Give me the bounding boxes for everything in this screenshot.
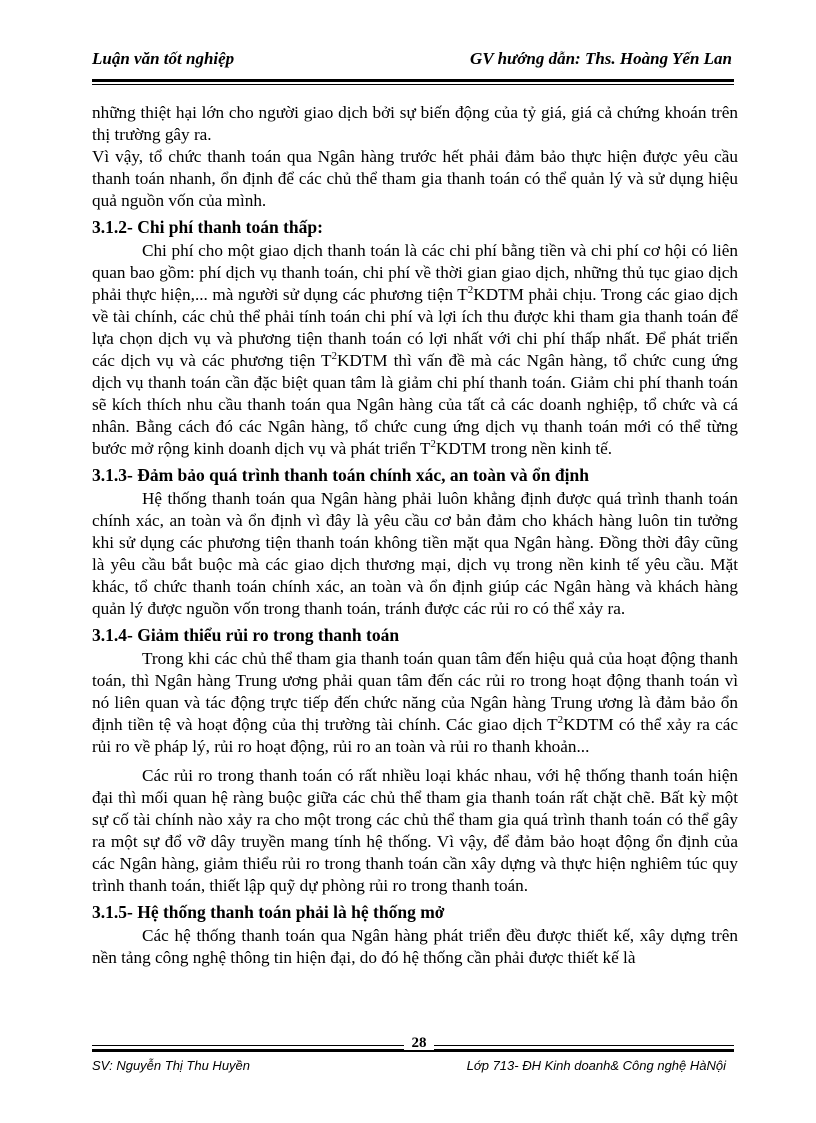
footer-class: Lớp 713- ĐH Kinh doanh& Công nghệ HàNội [466,1058,726,1073]
superscript-2: 2 [557,714,564,726]
page-body [92,102,738,969]
paragraph-3-part-b: KDTM phải chịu. Trong các giao dịch về tài chính, các chủ thể phải tính toán chi phí và lợi ích thu được khi tham gia thanh toán để lựa chọn dịch vụ và phương tiện thanh toán có lợi nhất với chi phí thấp nhất. Để phát triển các dịch vụ và các phương tiện T [92,285,738,370]
header-supervisor: GV hướng dẫn: Ths. Hoàng Yến Lan [470,49,732,68]
paragraph-5-part-a: Trong khi các chủ thể tham gia thanh toán quan tâm đến hiệu quả của hoạt động thanh toán, thì Ngân hàng Trung ương phải quan tâm đến các rủi ro trong hoạt động thanh toán vì nó liên quan và tác động trực tiếp đến chức năng của Ngân hàng Trung ương là đảm bảo ổn định tiền tệ và hoạt động của thị trường tài chính. Các giao dịch T [92,649,738,734]
header-rule-thin [92,84,734,85]
heading-3-1-4: 3.1.4- Giảm thiểu rủi ro trong thanh toán [92,625,400,645]
paragraph-4: Hệ thống thanh toán qua Ngân hàng phải luôn khẳng định được quá trình thanh toán chính xác, an toàn và ổn định vì đây là yêu cầu cơ bản đảm cho khách hàng luôn tin tưởng khi sử dụng các phương tiện thanh toán không tiền mặt qua Ngân hàng. Đồng thời đây cũng là yêu cầu bắt buộc mà các giao dịch thương mại, dịch vụ trong nền kinh tế yêu cầu. Mặt khác, tổ chức thanh toán chính xác, an toàn và ổn định giúp các Ngân hàng và khách hàng quản lý được nguồn vốn trong thanh toán, tránh được các rủi ro có thể xảy ra. [92,489,738,618]
page-footer [92,1058,734,1078]
heading-3-1-2: 3.1.2- Chi phí thanh toán thấp: [92,217,323,237]
header-thesis-title: Luận văn tốt nghiệp [92,49,235,68]
paragraph-5-part-b: KDTM có thể xảy ra các rủi ro về pháp lý, rủi ro hoạt động, rủi ro an toàn và rủi ro thanh khoản... [92,715,738,756]
superscript-2: 2 [331,350,337,362]
paragraph-3-part-c: KDTM thì vấn đề mà các Ngân hàng, tổ chức cung ứng dịch vụ thanh toán cần đặc biệt quan tâm là giảm chi phí thanh toán. Giảm chi phí thanh toán sẽ kích thích nhu cầu thanh toán qua Ngân hàng của tất cả các doanh nghiệp, tổ chức và cá nhân. Bằng cách đó các Ngân hàng, tổ chức cung ứng dịch vụ thanh toán mới có thể từng bước mở rộng kinh doanh dịch vụ và phát triển T [92,351,738,458]
superscript-2: 2 [430,438,436,450]
paragraph-7: Các hệ thống thanh toán qua Ngân hàng phát triển đều được thiết kế, xây dựng trên nền tảng công nghệ thông tin hiện đại, do đó hệ thống cần phải được thiết kế là [92,926,738,967]
footer-student: SV: Nguyễn Thị Thu Huyền [92,1058,251,1073]
paragraph-5 [92,648,738,758]
header-rule-thick [92,79,734,82]
page-number: 28 [404,1036,434,1050]
heading-3-1-3: 3.1.3- Đảm bảo quá trình thanh toán chính xác, an toàn và ổn định [92,465,589,485]
superscript-2: 2 [467,284,474,296]
paragraph-6: Các rủi ro trong thanh toán có rất nhiều loại khác nhau, với hệ thống thanh toán hiện đại thì mối quan hệ ràng buộc giữa các chủ thể tham gia thanh toán rất chặt chẽ. Bất kỳ một sự cố tài chính nào xảy ra cho một trong các chủ thể tham gia quá trình thanh toán có thể gây ra một sự đổ vỡ dây truyền mang tính hệ thống. Vì vậy, để đảm bảo hoạt động ổn định của các Ngân hàng, giảm thiểu rủi ro trong thanh toán cần xây dựng và thực hiện nghiêm túc quy trình thanh toán, thiết lập quỹ dự phòng rủi ro trong thanh toán. [92,766,738,895]
paragraph-3-part-a: Chi phí cho một giao dịch thanh toán là các chi phí bằng tiền và chi phí cơ hội có liên quan bao gồm: phí dịch vụ thanh toán, chi phí về thời gian giao dịch, những thủ tục giao dịch phải thực hiện,... mà người sử dụng các phương tiện T [92,241,738,304]
paragraph-2: Vì vậy, tổ chức thanh toán qua Ngân hàng trước hết phải đảm bảo thực hiện được yêu cầu thanh toán nhanh, ổn định để các chủ thể tham gia thanh toán có thể quản lý và sử dụng hiệu quả nguồn vốn của mình. [92,147,738,210]
paragraph-3-part-d: KDTM trong nền kinh tế. [435,439,613,458]
page-header [92,49,732,73]
paragraph-3 [92,240,738,460]
heading-3-1-5: 3.1.5- Hệ thống thanh toán phải là hệ thống mở [92,902,445,922]
paragraph-1: những thiệt hại lớn cho người giao dịch bởi sự biến động của tỷ giá, giá cả chứng khoán trên thị trường gây ra. [92,103,738,144]
